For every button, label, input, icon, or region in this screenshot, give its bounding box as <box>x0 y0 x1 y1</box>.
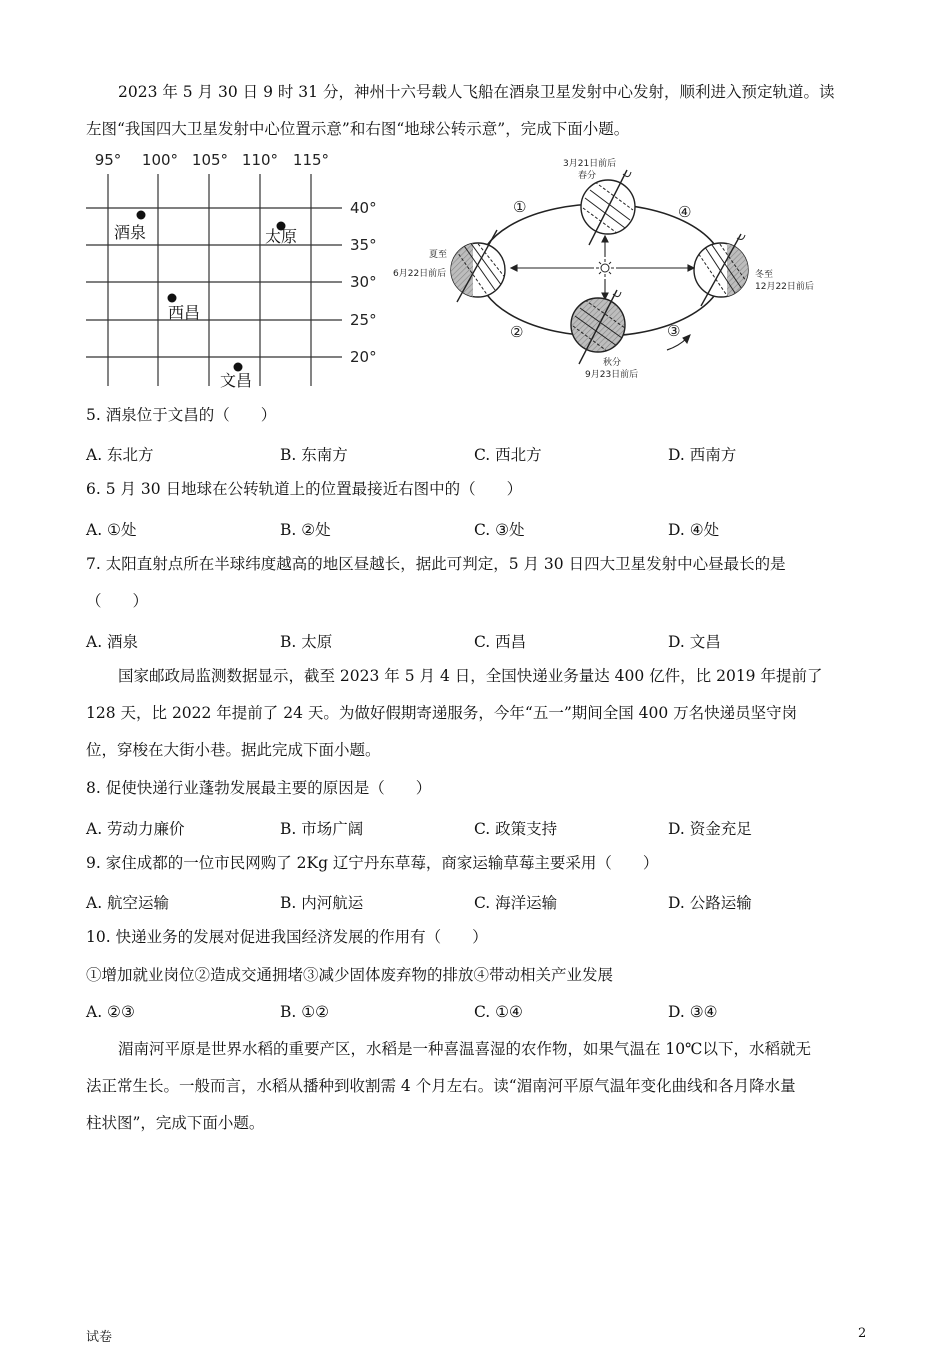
winter-date: 12月22日前后 <box>755 282 814 292</box>
q7-option-d: D. 文昌 <box>668 633 721 651</box>
q5-option-d: D. 西南方 <box>668 446 737 464</box>
q9-option-d: D. 公路运输 <box>668 894 752 912</box>
place-taiyuan: 太原 <box>265 227 298 246</box>
place-xichang: 西昌 <box>168 303 201 322</box>
q7-option-b: B. 太原 <box>280 633 333 651</box>
q10-option-b: B. ①② <box>280 1003 330 1021</box>
earth-summer <box>445 230 507 302</box>
q9-option-c: C. 海洋运输 <box>474 894 558 912</box>
lat-label: 30° <box>350 273 377 291</box>
q6-option-b: B. ②处 <box>280 521 331 539</box>
summer-date: 6月22日前后 <box>393 269 447 279</box>
winter-name: 冬至 <box>755 270 774 280</box>
passage3-line2: 法正常生长。一般而言，水稻从播种到收割需 4 个月左右。读“湄南河平原气温年变化曲线和各月降水量 <box>86 1077 796 1095</box>
passage2-line2: 128 天，比 2022 年提前了 24 天。为做好假期寄递服务，今年“五一”期间全国 400 万名快递员坚守岗 <box>86 704 798 722</box>
q8-stem: 8. 促使快递行业蓬勃发展最主要的原因是（ ） <box>86 779 432 797</box>
marker-1: ① <box>513 198 527 216</box>
q8-option-a: A. 劳动力廉价 <box>86 820 185 838</box>
passage3-line1: 湄南河平原是世界水稻的重要产区，水稻是一种喜温喜湿的农作物，如果气温在 10℃以下，水稻就无 <box>118 1040 811 1058</box>
footer-label: 试卷 <box>86 1330 113 1345</box>
lon-label: 105° <box>191 151 229 169</box>
lat-label: 25° <box>350 311 377 329</box>
q7-stem: 7. 太阳直射点所在半球纬度越高的地区昼越长，据此可判定，5 月 30 日四大卫星发射中心昼最长的是 <box>86 555 786 573</box>
q7-option-c: C. 西昌 <box>474 633 527 651</box>
q10-option-c: C. ①④ <box>474 1003 523 1021</box>
lat-label: 40° <box>350 199 377 217</box>
q6-option-a: A. ①处 <box>86 521 137 539</box>
earth-spring <box>581 170 635 245</box>
q6-option-d: D. ④处 <box>668 521 720 539</box>
earth-revolution-diagram <box>385 150 825 385</box>
lat-label: 35° <box>350 236 377 254</box>
q8-option-d: D. 资金充足 <box>668 820 752 838</box>
lat-label: 20° <box>350 348 377 366</box>
autumn-name: 秋分 <box>603 358 622 368</box>
q9-option-b: B. 内河航运 <box>280 894 364 912</box>
q5-option-a: A. 东北方 <box>86 446 154 464</box>
jiuquan-dot <box>137 211 146 220</box>
sun-icon <box>596 259 614 277</box>
q10-stem: 10. 快递业务的发展对促进我国经济发展的作用有（ ） <box>86 928 488 946</box>
q6-option-c: C. ③处 <box>474 521 525 539</box>
passage3-line3: 柱状图”，完成下面小题。 <box>86 1114 265 1132</box>
q10-option-a: A. ②③ <box>86 1003 135 1021</box>
q8-option-c: C. 政策支持 <box>474 820 558 838</box>
q10-option-d: D. ③④ <box>668 1003 718 1021</box>
q10-items: ①增加就业岗位②造成交通拥堵③减少固体废弃物的排放④带动相关产业发展 <box>86 966 614 984</box>
q9-stem: 9. 家住成都的一位市民网购了 2Kg 辽宁丹东草莓，商家运输草莓主要采用（ ） <box>86 854 659 872</box>
xichang-dot <box>168 294 177 303</box>
passage1-line1: 2023 年 5 月 30 日 9 时 31 分，神州十六号载人飞船在酒泉卫星发射中心发射，顺利进入预定轨道。读 <box>118 83 835 101</box>
q7-option-a: A. 酒泉 <box>86 633 139 651</box>
passage2-line3: 位，穿梭在大街小巷。据此完成下面小题。 <box>86 741 381 759</box>
lon-label: 95° <box>94 151 122 169</box>
lon-label: 100° <box>141 151 179 169</box>
summer-name: 夏至 <box>429 250 448 260</box>
q5-stem: 5. 酒泉位于文昌的（ ） <box>86 406 277 424</box>
lon-label: 110° <box>241 151 279 169</box>
earth-autumn <box>571 290 625 364</box>
marker-4: ④ <box>678 203 692 221</box>
place-wenchang: 文昌 <box>220 371 253 390</box>
lon-label: 115° <box>292 151 330 169</box>
spring-name: 春分 <box>578 171 597 181</box>
q5-option-b: B. 东南方 <box>280 446 348 464</box>
spring-date: 3月21日前后 <box>563 159 617 169</box>
marker-2: ② <box>510 323 524 341</box>
launch-center-map <box>80 148 390 393</box>
q8-option-b: B. 市场广阔 <box>280 820 364 838</box>
q5-option-c: C. 西北方 <box>474 446 542 464</box>
autumn-date: 9月23日前后 <box>585 370 639 380</box>
q9-option-a: A. 航空运输 <box>86 894 170 912</box>
q6-stem: 6. 5 月 30 日地球在公转轨道上的位置最接近右图中的（ ） <box>86 480 523 498</box>
sunlight-arrows <box>511 236 694 299</box>
earth-winter <box>694 234 757 306</box>
passage1-line2: 左图“我国四大卫星发射中心位置示意”和右图“地球公转示意”，完成下面小题。 <box>86 120 630 138</box>
place-jiuquan: 酒泉 <box>114 223 147 242</box>
q7-stem-cont: （ ） <box>86 592 149 610</box>
marker-3: ③ <box>667 322 681 340</box>
page-number: 2 <box>858 1326 867 1341</box>
passage2-line1: 国家邮政局监测数据显示，截至 2023 年 5 月 4 日，全国快递业务量达 400 亿件，比 2019 年提前了 <box>118 667 823 685</box>
